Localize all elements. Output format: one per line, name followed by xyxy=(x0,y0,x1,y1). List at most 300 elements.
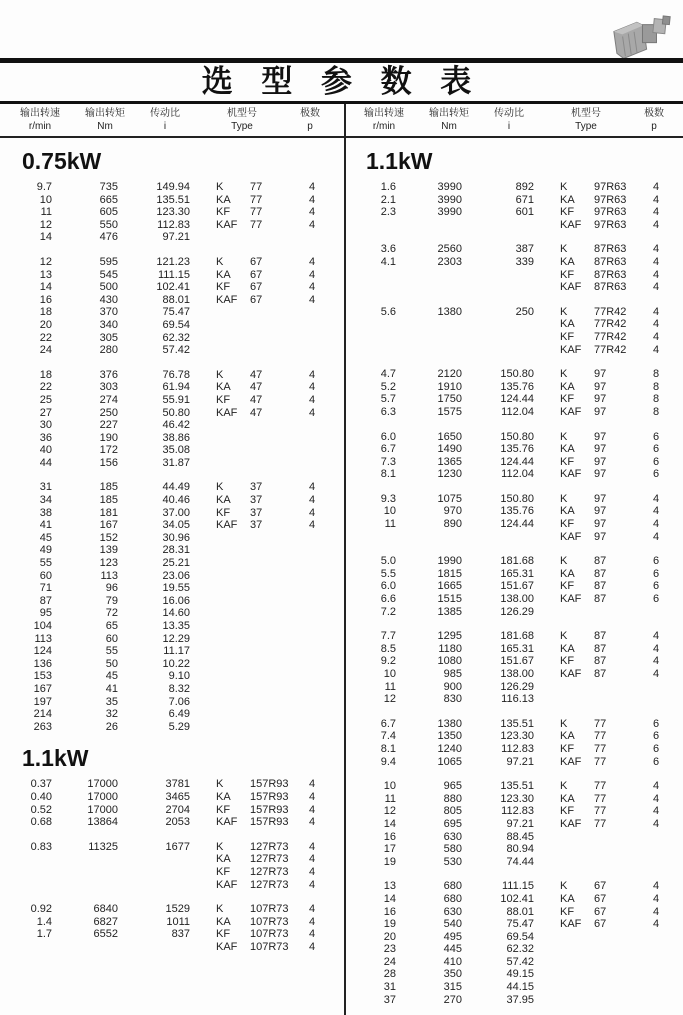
cell-speed: 5.2 xyxy=(380,380,396,393)
cell-type-model: 97 xyxy=(594,492,607,505)
cell-speed: 34 xyxy=(39,494,52,507)
cell-ratio: 601 xyxy=(515,206,534,219)
table-row xyxy=(344,793,683,806)
cell-type-prefix: KF xyxy=(560,655,575,668)
cell-torque: 181 xyxy=(99,506,118,519)
cell-speed: 6.0 xyxy=(380,580,396,593)
cell-ratio xyxy=(462,331,534,344)
cell-ratio: 135.76 xyxy=(500,380,534,393)
cell-speed: 31 xyxy=(39,481,52,494)
cell-speed: 10 xyxy=(383,505,396,518)
table-row xyxy=(344,406,683,419)
cell-speed: 0.83 xyxy=(30,840,52,853)
table-row xyxy=(0,607,339,620)
cell-torque: 11325 xyxy=(88,840,118,853)
cell-type-prefix: KF xyxy=(216,206,231,219)
cell-ratio: 25.21 xyxy=(162,557,190,570)
cell-type-prefix: K xyxy=(560,305,568,318)
cell-type-model xyxy=(246,645,302,658)
table-row xyxy=(344,331,683,344)
cell-type-model: 157R93 xyxy=(250,790,289,803)
cell-type-model xyxy=(246,570,302,583)
cell-poles: 4 xyxy=(308,940,316,953)
cell-ratio: 9.10 xyxy=(168,670,190,683)
power-heading: 1.1kW xyxy=(22,745,89,772)
cell-ratio: 150.80 xyxy=(500,492,534,505)
cell-type-prefix: KAF xyxy=(560,668,582,680)
data-block xyxy=(344,880,683,1006)
table-row xyxy=(344,994,683,1007)
cell-poles xyxy=(302,432,322,445)
cell-type-prefix: KA xyxy=(216,268,231,281)
cell-poles: 4 xyxy=(652,792,660,805)
cell-poles: 4 xyxy=(652,668,660,680)
cell-torque: 500 xyxy=(99,281,118,294)
cell-poles: 4 xyxy=(652,817,660,830)
cell-poles: 6 xyxy=(652,443,660,456)
table-row xyxy=(344,780,683,793)
cell-speed: 10 xyxy=(39,193,52,206)
cell-poles: 8 xyxy=(652,380,660,393)
cell-type-prefix: K xyxy=(560,780,568,793)
cell-type-prefix: KAF xyxy=(560,218,582,231)
cell-type-model xyxy=(246,544,302,557)
cell-torque: 190 xyxy=(99,431,118,444)
cell-type-prefix: KAF xyxy=(560,468,582,481)
cell-torque: 545 xyxy=(99,268,118,281)
cell-torque xyxy=(396,269,462,282)
table-row xyxy=(0,294,339,307)
cell-speed: 13 xyxy=(383,880,396,893)
cell-torque: 167 xyxy=(99,519,118,532)
cell-ratio: 13.35 xyxy=(162,620,190,632)
cell-torque: 1650 xyxy=(437,430,462,443)
cell-torque: 13864 xyxy=(87,816,118,829)
cell-ratio xyxy=(462,281,534,294)
cell-type-prefix: KA xyxy=(216,193,231,206)
cell-type-prefix: KAF xyxy=(560,281,582,294)
cell-type-prefix xyxy=(190,306,246,319)
cell-speed: 45 xyxy=(39,531,52,544)
data-block xyxy=(344,181,683,231)
cell-type-model: 67 xyxy=(594,880,607,893)
cell-type-prefix: KA xyxy=(560,567,575,580)
cell-type-prefix xyxy=(534,943,590,956)
table-row xyxy=(0,407,339,420)
cell-speed: 16 xyxy=(383,905,396,918)
table-row xyxy=(344,243,683,256)
table-row xyxy=(344,555,683,568)
table-row xyxy=(0,181,339,194)
cell-type-prefix xyxy=(534,843,590,856)
cell-type-model: 47 xyxy=(250,381,263,394)
cell-torque: 35 xyxy=(105,695,118,708)
cell-type-model xyxy=(246,332,302,345)
cell-poles: 4 xyxy=(308,181,316,193)
cell-ratio: 124.44 xyxy=(500,518,534,531)
cell-type-prefix: KAF xyxy=(560,755,582,768)
cell-torque: 227 xyxy=(99,419,118,432)
cell-type-model: 97 xyxy=(594,455,607,468)
cell-torque: 680 xyxy=(443,880,462,893)
cell-type-model: 157R93 xyxy=(250,803,289,816)
cell-poles: 4 xyxy=(652,318,660,331)
left-data-column xyxy=(0,138,339,1015)
cell-type-prefix xyxy=(190,544,246,557)
table-row xyxy=(344,655,683,668)
cell-ratio: 124.44 xyxy=(500,393,534,406)
cell-type-model: 97R63 xyxy=(594,206,627,219)
cell-poles xyxy=(646,931,666,944)
cell-type-model: 97R63 xyxy=(594,181,627,193)
cell-speed xyxy=(12,879,52,892)
cell-torque: 1380 xyxy=(437,305,462,318)
table-row xyxy=(0,853,339,866)
table-row xyxy=(344,431,683,444)
header-torque: 输出转矩 Nm xyxy=(429,108,469,132)
cell-type-model: 97R63 xyxy=(594,218,627,231)
cell-torque: 1295 xyxy=(437,630,462,643)
cell-torque xyxy=(396,281,462,294)
cell-type-model xyxy=(590,968,646,981)
cell-type-prefix xyxy=(190,344,246,357)
cell-type-model xyxy=(246,444,302,457)
cell-ratio: 181.68 xyxy=(500,555,534,568)
cell-poles: 8 xyxy=(652,393,660,406)
cell-type-model: 87 xyxy=(594,580,607,593)
cell-speed: 197 xyxy=(33,695,52,708)
cell-poles: 8 xyxy=(652,405,660,418)
cell-type-prefix xyxy=(190,645,246,658)
cell-ratio: 97.21 xyxy=(506,817,534,830)
cell-type-prefix: KA xyxy=(560,193,575,206)
cell-poles: 4 xyxy=(308,840,316,853)
cell-ratio: 14.60 xyxy=(162,607,190,620)
cell-type-prefix: KAF xyxy=(216,218,238,231)
cell-torque: 3990 xyxy=(437,206,462,219)
cell-torque: 495 xyxy=(443,930,462,943)
cell-type-model: 77 xyxy=(594,817,607,830)
cell-ratio: 31.87 xyxy=(162,456,190,469)
cell-ratio: 1529 xyxy=(165,903,190,916)
table-row xyxy=(344,443,683,456)
table-row xyxy=(344,531,683,544)
cell-speed: 27 xyxy=(39,406,52,419)
cell-speed: 18 xyxy=(39,306,52,319)
table-row xyxy=(344,493,683,506)
cell-type-prefix: KF xyxy=(216,928,231,941)
cell-type-prefix xyxy=(190,457,246,470)
cell-poles: 4 xyxy=(308,218,316,231)
cell-type-prefix xyxy=(534,956,590,969)
data-block xyxy=(0,481,339,733)
cell-torque: 1575 xyxy=(437,405,462,418)
cell-speed: 5.7 xyxy=(380,393,396,406)
cell-torque: 305 xyxy=(99,331,118,344)
cell-speed: 9.2 xyxy=(380,655,396,668)
cell-torque: 1180 xyxy=(438,642,462,655)
cell-speed: 16 xyxy=(39,293,52,306)
cell-poles: 6 xyxy=(652,455,660,468)
cell-type-prefix: KAF xyxy=(216,293,238,306)
table-row xyxy=(0,532,339,545)
cell-type-model: 87R63 xyxy=(594,281,627,294)
cell-speed: 87 xyxy=(39,594,52,607)
data-block xyxy=(344,431,683,481)
table-row xyxy=(0,670,339,683)
cell-type-model: 77R42 xyxy=(594,318,627,331)
cell-poles xyxy=(646,981,666,994)
cell-speed: 1.6 xyxy=(380,181,396,193)
cell-type-prefix xyxy=(534,968,590,981)
cell-type-prefix xyxy=(190,532,246,545)
cell-poles xyxy=(646,843,666,856)
cell-speed: 7.3 xyxy=(380,455,396,468)
cell-torque: 1515 xyxy=(437,593,462,606)
cell-ratio: 75.47 xyxy=(506,918,534,931)
cell-poles xyxy=(646,606,666,619)
cell-torque: 1350 xyxy=(437,730,462,743)
cell-type-model: 87 xyxy=(594,555,607,568)
table-row xyxy=(0,557,339,570)
cell-type-prefix: KF xyxy=(560,206,575,219)
cell-ratio: 102.41 xyxy=(156,281,190,294)
selection-table xyxy=(0,104,683,1015)
data-block xyxy=(0,369,339,470)
cell-type-model: 107R73 xyxy=(250,915,289,928)
cell-torque: 805 xyxy=(443,805,462,818)
cell-speed: 11 xyxy=(384,518,396,531)
cell-type-prefix: KF xyxy=(560,268,575,281)
cell-speed: 37 xyxy=(383,993,396,1006)
table-row xyxy=(0,231,339,244)
cell-speed: 9.4 xyxy=(380,755,396,768)
cell-torque xyxy=(52,879,118,892)
header-poles: 极数 p xyxy=(644,108,664,132)
table-row xyxy=(0,941,339,954)
cell-speed: 16 xyxy=(383,830,396,843)
cell-ratio: 75.47 xyxy=(162,306,190,319)
cell-torque: 1385 xyxy=(437,605,462,618)
cell-torque: 1065 xyxy=(437,755,462,768)
cell-type-prefix xyxy=(190,708,246,721)
cell-type-model xyxy=(246,620,302,633)
table-row xyxy=(344,281,683,294)
cell-type-prefix: KA xyxy=(560,730,575,743)
cell-ratio: 123.30 xyxy=(500,730,534,743)
cell-type-prefix: KF xyxy=(560,905,575,918)
cell-speed: 22 xyxy=(39,381,52,394)
cell-speed: 7.7 xyxy=(380,630,396,643)
table-row xyxy=(344,368,683,381)
cell-type-model xyxy=(590,856,646,869)
cell-speed: 24 xyxy=(383,955,396,968)
cell-ratio: 46.42 xyxy=(162,419,190,432)
cell-type-model xyxy=(246,721,302,734)
cell-ratio: 339 xyxy=(515,255,534,268)
cell-poles xyxy=(302,532,322,545)
cell-ratio: 19.55 xyxy=(162,582,190,595)
cell-ratio: 135.51 xyxy=(156,193,190,206)
cell-ratio: 138.00 xyxy=(500,593,534,606)
cell-ratio: 1677 xyxy=(165,840,190,853)
cell-ratio: 57.42 xyxy=(506,955,534,968)
cell-speed: 31 xyxy=(383,981,396,994)
cell-type-model: 87 xyxy=(594,642,607,655)
cell-type-prefix xyxy=(190,444,246,457)
cell-torque: 3990 xyxy=(437,193,462,206)
cell-ratio: 126.29 xyxy=(500,605,534,618)
table-row xyxy=(0,219,339,232)
cell-poles: 4 xyxy=(308,281,316,294)
table-row xyxy=(344,730,683,743)
cell-type-model: 77 xyxy=(594,717,607,730)
cell-type-model xyxy=(246,344,302,357)
cell-type-prefix: KA xyxy=(560,255,575,268)
cell-speed: 1.7 xyxy=(36,928,52,941)
data-block xyxy=(0,841,339,891)
cell-ratio: 50.80 xyxy=(162,406,190,419)
cell-type-model: 37 xyxy=(250,506,263,519)
cell-speed: 0.40 xyxy=(30,790,52,803)
cell-poles: 4 xyxy=(308,481,316,494)
cell-ratio: 7.06 xyxy=(168,695,190,708)
cell-type-model xyxy=(246,670,302,683)
table-row xyxy=(0,319,339,332)
data-block xyxy=(344,555,683,618)
table-row xyxy=(0,721,339,734)
cell-type-model: 37 xyxy=(250,519,263,532)
cell-torque: 113 xyxy=(100,569,118,582)
cell-type-prefix: KA xyxy=(560,505,575,518)
cell-speed: 167 xyxy=(33,682,52,695)
cell-poles xyxy=(302,595,322,608)
cell-poles: 4 xyxy=(652,281,660,294)
cell-poles: 4 xyxy=(652,243,660,256)
table-row xyxy=(344,593,683,606)
cell-speed: 30 xyxy=(39,419,52,432)
cell-poles: 4 xyxy=(652,805,660,818)
cell-poles: 4 xyxy=(652,518,660,531)
cell-type-model: 107R73 xyxy=(250,903,289,916)
cell-type-model: 97 xyxy=(594,468,607,481)
cell-type-model: 67 xyxy=(250,293,263,306)
cell-speed: 12 xyxy=(383,693,396,706)
cell-poles xyxy=(302,708,322,721)
cell-type-prefix: K xyxy=(560,492,568,505)
cell-ratio: 250 xyxy=(515,305,534,318)
cell-poles: 4 xyxy=(652,330,660,343)
cell-speed: 2.3 xyxy=(380,206,396,219)
cell-type-prefix: KA xyxy=(216,915,231,928)
cell-poles xyxy=(302,670,322,683)
cell-poles: 4 xyxy=(308,803,316,816)
cell-ratio xyxy=(118,941,190,954)
cell-type-prefix xyxy=(534,856,590,869)
cell-poles: 4 xyxy=(308,853,316,866)
cell-type-prefix xyxy=(190,319,246,332)
table-row xyxy=(344,381,683,394)
data-block xyxy=(0,181,339,244)
cell-poles xyxy=(302,419,322,432)
cell-poles xyxy=(302,633,322,646)
cell-ratio: 55.91 xyxy=(162,393,190,406)
cell-type-model: 97 xyxy=(594,380,607,393)
cell-ratio: 88.01 xyxy=(506,905,534,918)
table-row xyxy=(344,318,683,331)
cell-speed: 5.6 xyxy=(380,305,396,318)
table-row xyxy=(0,658,339,671)
cell-type-prefix xyxy=(534,681,590,694)
table-row xyxy=(344,306,683,319)
cell-torque: 830 xyxy=(443,693,462,706)
cell-ratio: 165.31 xyxy=(500,642,534,655)
cell-torque: 50 xyxy=(105,657,118,670)
cell-torque: 1075 xyxy=(437,492,462,505)
cell-speed: 2.1 xyxy=(380,193,396,206)
cell-type-model: 127R73 xyxy=(250,878,289,891)
cell-torque: 3990 xyxy=(437,181,462,193)
cell-ratio: 135.76 xyxy=(500,505,534,518)
cell-speed: 263 xyxy=(33,720,52,733)
cell-type-model: 107R73 xyxy=(250,940,289,953)
cell-type-model: 47 xyxy=(250,368,263,381)
table-row xyxy=(0,256,339,269)
table-row xyxy=(344,668,683,681)
cell-speed: 25 xyxy=(39,393,52,406)
cell-type-model: 77 xyxy=(594,805,607,818)
cell-speed: 136 xyxy=(33,657,52,670)
cell-type-prefix: KA xyxy=(560,892,575,905)
table-row xyxy=(0,928,339,941)
cell-speed: 38 xyxy=(39,506,52,519)
cell-speed: 6.7 xyxy=(380,717,396,730)
cell-type-prefix xyxy=(534,931,590,944)
cell-poles xyxy=(302,607,322,620)
cell-type-prefix xyxy=(190,607,246,620)
page-title: 选 型 参 数 表 xyxy=(201,64,482,99)
cell-ratio: 2053 xyxy=(165,816,190,829)
cell-ratio: 135.51 xyxy=(500,780,534,793)
cell-poles: 4 xyxy=(308,393,316,406)
cell-type-prefix: KAF xyxy=(560,593,582,606)
cell-speed: 0.92 xyxy=(30,903,52,916)
cell-type-model: 77 xyxy=(594,755,607,768)
cell-type-prefix: KF xyxy=(216,393,231,406)
cell-type-prefix xyxy=(190,231,246,244)
cell-speed: 49 xyxy=(39,544,52,557)
cell-ratio: 49.15 xyxy=(506,968,534,981)
cell-torque: 1240 xyxy=(437,742,462,755)
cell-type-model: 87 xyxy=(594,655,607,668)
cell-poles: 4 xyxy=(308,406,316,419)
cell-speed: 3.6 xyxy=(380,243,396,256)
cell-torque: 665 xyxy=(99,193,118,206)
cell-poles: 4 xyxy=(652,630,660,643)
cell-torque: 376 xyxy=(99,368,118,381)
cell-poles xyxy=(302,696,322,709)
cell-type-prefix xyxy=(534,831,590,844)
cell-torque xyxy=(396,318,462,331)
cell-speed: 40 xyxy=(39,444,52,457)
cell-ratio: 40.46 xyxy=(162,494,190,507)
cell-torque: 970 xyxy=(443,505,462,518)
cell-ratio: 112.83 xyxy=(501,805,534,818)
cell-ratio: 123.30 xyxy=(156,206,190,219)
cell-type-model: 77 xyxy=(594,780,607,793)
table-row xyxy=(0,194,339,207)
cell-type-prefix: K xyxy=(560,717,568,730)
